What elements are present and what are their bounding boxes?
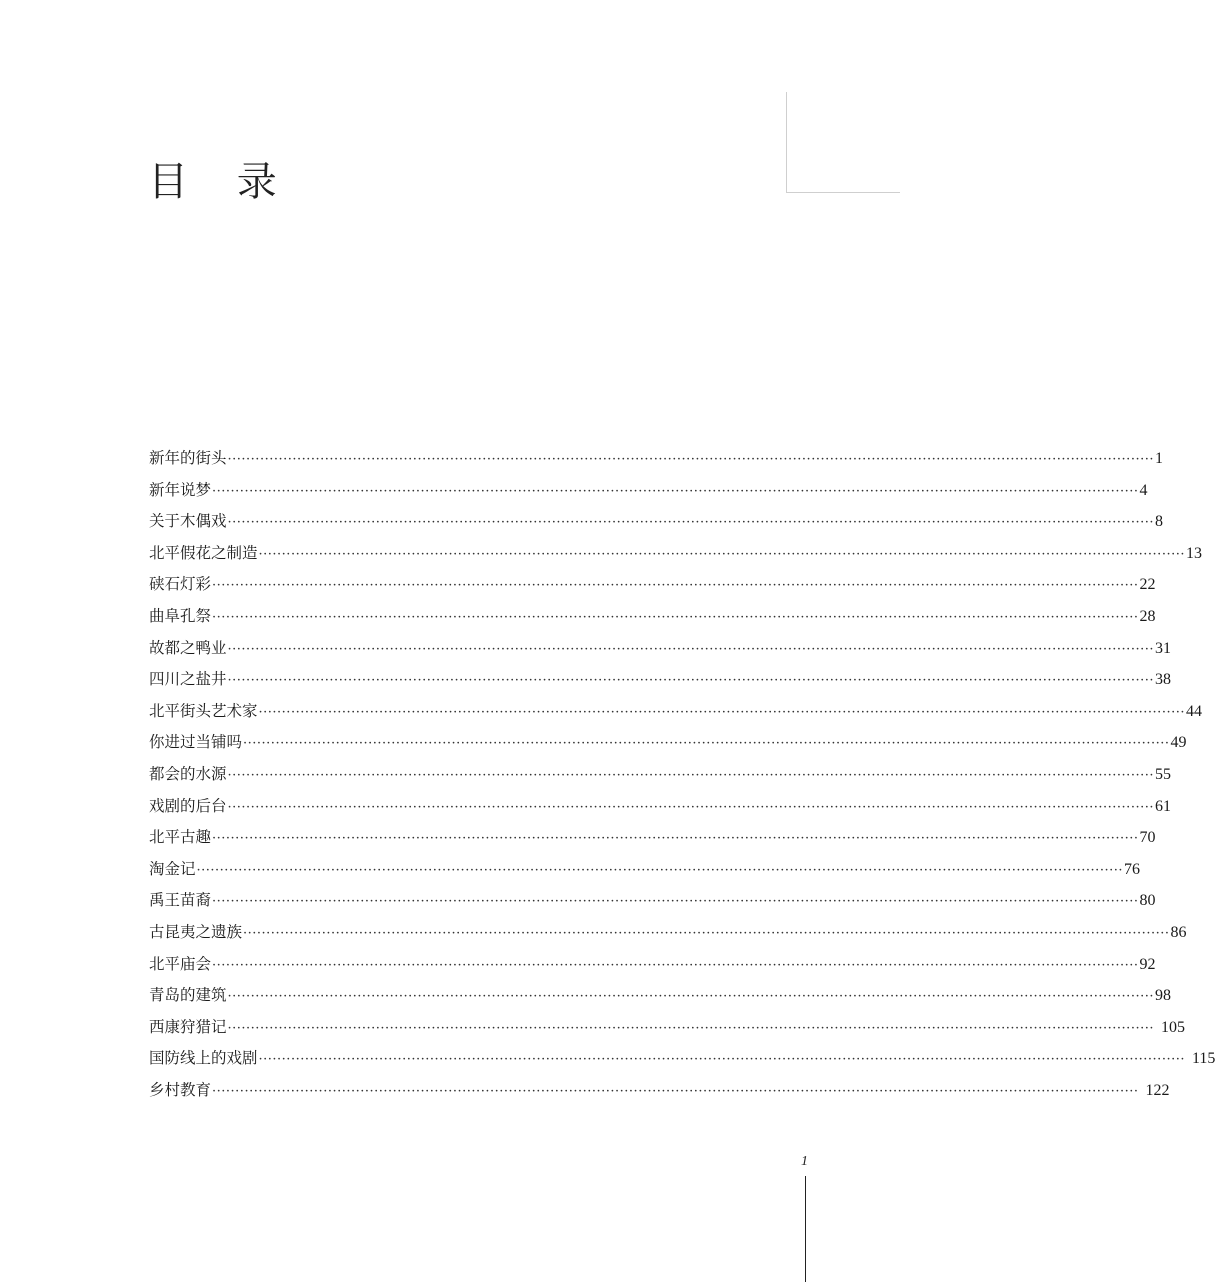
toc-entry-title: 硖石灯彩 bbox=[149, 575, 212, 594]
toc-leader-dots: ········································································································································································································ bbox=[212, 578, 1139, 594]
toc-leader-dots: ········································································································································································································ bbox=[227, 641, 1154, 657]
toc-entry-page: 4 bbox=[1139, 481, 1148, 499]
toc-entry-title: 北平古趣 bbox=[149, 828, 212, 847]
toc-entry-page: 76 bbox=[1123, 860, 1140, 878]
toc-entry[interactable] bbox=[149, 506, 1163, 538]
toc-entry-title: 北平街头艺术家 bbox=[149, 701, 258, 720]
toc-leader-dots: ········································································································································································································ bbox=[212, 609, 1139, 625]
toc-entry[interactable] bbox=[149, 822, 1156, 854]
toc-leader-dots: ········································································································································································································ bbox=[227, 673, 1154, 689]
toc-entry-title: 乡村教育 bbox=[149, 1080, 212, 1099]
toc-entry[interactable] bbox=[149, 791, 1171, 823]
toc-leader-dots: ········································································································································································································ bbox=[243, 925, 1170, 941]
toc-entry-title: 关于木偶戏 bbox=[149, 512, 227, 531]
toc-entry[interactable] bbox=[149, 443, 1163, 475]
toc-leader-dots: ········································································································································································································ bbox=[196, 862, 1123, 878]
toc-entry[interactable] bbox=[149, 475, 1148, 507]
toc-entry-page: 70 bbox=[1139, 829, 1156, 847]
toc-entry-page: 13 bbox=[1185, 544, 1202, 562]
toc-entry-page: 22 bbox=[1139, 576, 1156, 594]
toc-entry[interactable] bbox=[149, 1043, 1215, 1075]
toc-leader-dots: ········································································································································································································ bbox=[212, 894, 1139, 910]
page-rule bbox=[805, 1176, 806, 1282]
toc-entry[interactable] bbox=[149, 538, 1202, 570]
toc-entry[interactable] bbox=[149, 885, 1156, 917]
toc-leader-dots: ········································································································································································································ bbox=[227, 767, 1154, 783]
toc-entry-title: 都会的水源 bbox=[149, 764, 227, 783]
toc-entry-title: 青岛的建筑 bbox=[149, 986, 227, 1005]
toc-entry-title: 淘金记 bbox=[149, 859, 196, 878]
toc-entry-page: 122 bbox=[1145, 1081, 1170, 1099]
toc-leader-dots: ········································································································································································································ bbox=[227, 515, 1154, 531]
toc-entry-title: 戏剧的后台 bbox=[149, 796, 227, 815]
toc-entry-page: 28 bbox=[1139, 607, 1156, 625]
toc-leader-dots: ········································································································································································································ bbox=[243, 736, 1170, 752]
toc-entry[interactable] bbox=[149, 980, 1171, 1012]
toc-leader-dots: ········································································································································································································ bbox=[258, 704, 1185, 720]
toc-entry-title: 新年说梦 bbox=[149, 480, 212, 499]
toc-entry-title: 新年的街头 bbox=[149, 449, 227, 467]
toc-entry[interactable] bbox=[149, 664, 1171, 696]
toc-entry[interactable] bbox=[149, 854, 1140, 886]
toc-entry[interactable] bbox=[149, 601, 1156, 633]
toc-entry-page: 98 bbox=[1154, 987, 1171, 1005]
toc-entry-page: 31 bbox=[1154, 639, 1171, 657]
toc-entry-title: 国防线上的戏剧 bbox=[149, 1049, 258, 1068]
toc-entry-title: 西康狩猎记 bbox=[149, 1017, 227, 1036]
page-title: 目 录 bbox=[148, 159, 295, 205]
toc-entry-title: 曲阜孔祭 bbox=[149, 606, 212, 625]
toc-entry-title: 北平假花之制造 bbox=[149, 543, 258, 562]
toc-leader-dots: ········································································································································································································ bbox=[212, 957, 1139, 973]
toc-leader-dots: ········································································································································································································ bbox=[212, 831, 1139, 847]
toc-entry-page: 44 bbox=[1185, 702, 1202, 720]
toc-entry-page: 38 bbox=[1154, 671, 1171, 689]
toc-entry-title: 禹王苗裔 bbox=[149, 891, 212, 910]
toc-entry-page: 92 bbox=[1139, 955, 1156, 973]
toc-leader-dots: ········································································································································································································ bbox=[227, 1020, 1154, 1036]
toc-entry-page: 80 bbox=[1139, 892, 1156, 910]
toc-entry-title: 四川之盐井 bbox=[149, 670, 227, 689]
toc-leader-dots: ········································································································································································································ bbox=[227, 452, 1154, 467]
toc-leader-dots: ········································································································································································································ bbox=[212, 1083, 1139, 1099]
toc-entry-page: 49 bbox=[1170, 734, 1187, 752]
toc-entry[interactable] bbox=[149, 1012, 1185, 1044]
toc-entry-page: 55 bbox=[1154, 765, 1171, 783]
toc-entry-page: 105 bbox=[1160, 1018, 1185, 1036]
toc-entry-page: 8 bbox=[1154, 513, 1163, 531]
corner-frame bbox=[786, 92, 900, 193]
toc-entry[interactable] bbox=[149, 1075, 1170, 1107]
toc-entry-title: 你进过当铺吗 bbox=[149, 733, 243, 752]
toc-entry-title: 古昆夷之遗族 bbox=[149, 922, 243, 941]
table-of-contents bbox=[149, 443, 1215, 1106]
toc-leader-dots: ········································································································································································································ bbox=[258, 1052, 1185, 1068]
toc-entry[interactable] bbox=[149, 633, 1171, 665]
toc-leader-dots: ········································································································································································································ bbox=[258, 546, 1185, 562]
toc-entry[interactable] bbox=[149, 727, 1187, 759]
toc-entry[interactable] bbox=[149, 696, 1202, 728]
toc-entry-page: 86 bbox=[1170, 923, 1187, 941]
toc-entry-title: 北平庙会 bbox=[149, 954, 212, 973]
toc-leader-dots: ········································································································································································································ bbox=[227, 989, 1154, 1005]
toc-entry-page: 115 bbox=[1191, 1050, 1215, 1068]
toc-entry[interactable] bbox=[149, 949, 1156, 981]
toc-entry[interactable] bbox=[149, 759, 1171, 791]
toc-entry[interactable] bbox=[149, 569, 1156, 601]
toc-entry-page: 61 bbox=[1154, 797, 1171, 815]
toc-entry-title: 故都之鸭业 bbox=[149, 638, 227, 657]
page-number: 1 bbox=[801, 1154, 808, 1169]
toc-leader-dots: ········································································································································································································ bbox=[212, 483, 1139, 499]
toc-entry[interactable] bbox=[149, 917, 1187, 949]
toc-entry-page: 1 bbox=[1154, 450, 1163, 467]
toc-leader-dots: ········································································································································································································ bbox=[227, 799, 1154, 815]
